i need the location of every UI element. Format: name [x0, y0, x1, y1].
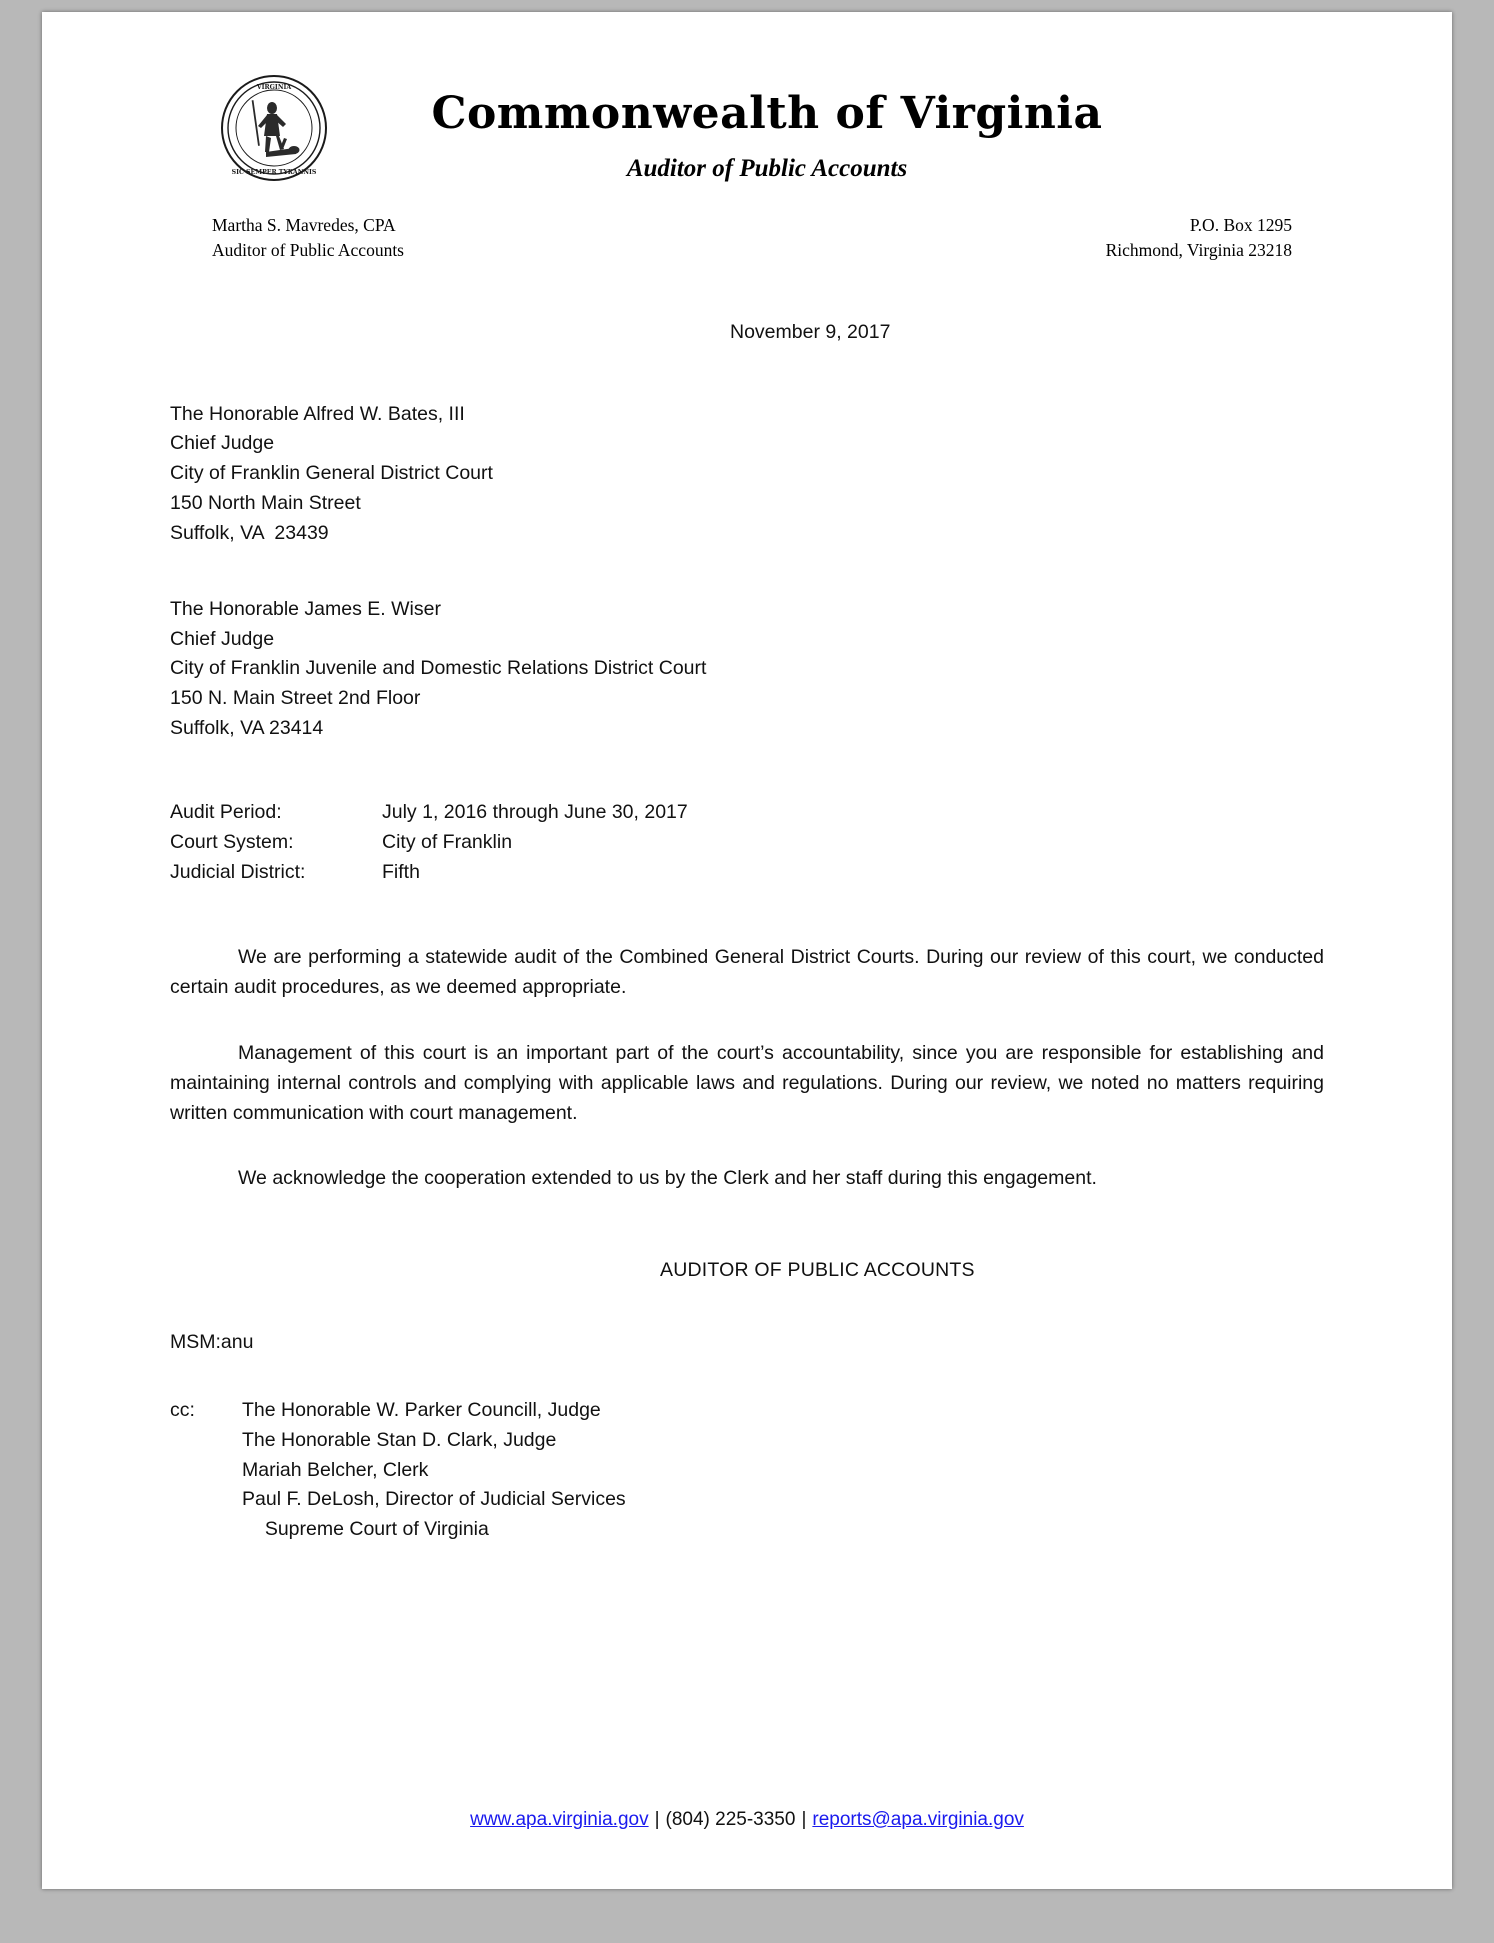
typist-initials: MSM:anu: [170, 1331, 254, 1354]
svg-text:SIC SEMPER TYRANNIS: SIC SEMPER TYRANNIS: [231, 169, 317, 176]
document-page: [42, 12, 1452, 1889]
letterhead-subtitle: Auditor of Public Accounts: [626, 155, 908, 182]
recipient-two-line: Chief Judge: [170, 627, 275, 650]
recipient-one-line: The Honorable Alfred W. Bates, III: [170, 402, 465, 425]
letter-paragraph: We acknowledge the cooperation extended to us by the Clerk and her staff during this engagement.: [238, 1167, 1097, 1190]
cc-item: The Honorable W. Parker Councill, Judge: [242, 1398, 601, 1421]
cc-label: cc:: [170, 1398, 195, 1421]
recipient-two-line: The Honorable James E. Wiser: [170, 597, 441, 620]
recipient-one-line: 150 North Main Street: [170, 492, 361, 515]
footer-separator: |: [654, 1809, 660, 1830]
page-footer: [42, 1809, 1452, 1831]
cc-list: [242, 1396, 1324, 1545]
cc-item: The Honorable Stan D. Clark, Judge: [242, 1428, 557, 1451]
email-link[interactable]: reports@apa.virginia.gov: [812, 1809, 1024, 1830]
letterhead: [42, 12, 1452, 264]
letterhead-officer: [212, 213, 404, 264]
meta-value: City of Franklin: [382, 830, 513, 853]
letter-date: November 9, 2017: [730, 320, 891, 343]
recipient-two-block: [170, 595, 1324, 744]
meta-value: Fifth: [382, 860, 420, 883]
signature-block: AUDITOR OF PUBLIC ACCOUNTS: [660, 1259, 975, 1282]
recipient-two-line: 150 N. Main Street 2nd Floor: [170, 687, 421, 710]
cc-block: [170, 1396, 1324, 1545]
virginia-state-seal-icon: [220, 74, 328, 182]
address-city-state-zip: Richmond, Virginia 23218: [1105, 240, 1292, 261]
officer-name: Martha S. Mavredes, CPA: [212, 215, 396, 235]
audit-meta-block: [170, 798, 1324, 887]
letter-body: [42, 318, 1452, 1545]
meta-label: Court System:: [170, 830, 294, 853]
letterhead-address: [1106, 213, 1292, 264]
footer-phone: (804) 225-3350: [665, 1809, 796, 1830]
officer-title: Auditor of Public Accounts: [212, 240, 404, 261]
letter-paragraph: We are performing a statewide audit of the Combined General District Courts. During our review of this court, we conducted certain audit procedures, as we deemed appropriate.: [170, 946, 1324, 999]
recipient-two-line: Suffolk, VA 23414: [170, 717, 324, 740]
recipient-two-line: City of Franklin Juvenile and Domestic Relations District Court: [170, 657, 707, 680]
meta-value: July 1, 2016 through June 30, 2017: [382, 800, 688, 823]
address-po-box: P.O. Box 1295: [1189, 215, 1292, 235]
recipient-one-line: City of Franklin General District Court: [170, 462, 493, 485]
letter-paragraph: Management of this court is an important part of the court’s accountability, since you are responsible for establishing and maintaining internal controls and complying with applicable laws and regulations. During our review, we noted no matters requiring written communication with court management.: [170, 1042, 1324, 1124]
meta-row: [170, 828, 1324, 858]
cc-item: Supreme Court of Virginia: [254, 1518, 489, 1541]
meta-label: Judicial District:: [170, 860, 306, 883]
cc-item: Paul F. DeLosh, Director of Judicial Services: [242, 1488, 626, 1511]
cc-item: Mariah Belcher, Clerk: [242, 1458, 429, 1481]
recipient-one-line: Suffolk, VA 23439: [170, 521, 329, 544]
meta-row: [170, 858, 1324, 888]
meta-label: Audit Period:: [170, 800, 282, 823]
svg-text:VIRGINIA: VIRGINIA: [256, 84, 292, 91]
footer-separator: |: [801, 1809, 807, 1830]
recipient-one-line: Chief Judge: [170, 432, 275, 455]
letterhead-contact-row: [42, 213, 1452, 264]
website-link[interactable]: www.apa.virginia.gov: [470, 1809, 649, 1830]
recipient-one-block: [170, 400, 1324, 549]
meta-row: [170, 798, 1324, 828]
letterhead-title: Commonwealth of Virginia: [431, 88, 1103, 139]
